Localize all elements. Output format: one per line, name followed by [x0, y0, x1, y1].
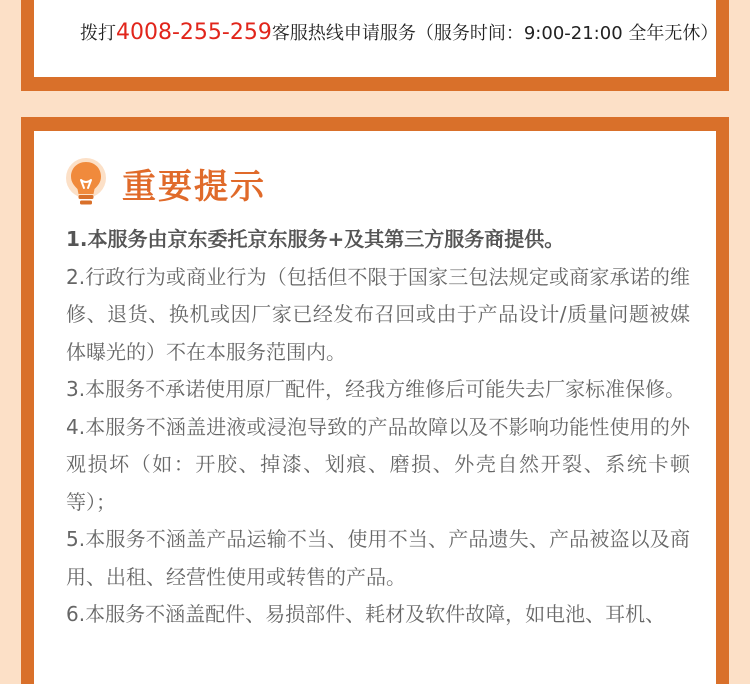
hotline-card: [21, 0, 729, 91]
notice-item-2: 2.行政行为或商业行为（包括但不限于国家三包法规定或商家承诺的维修、退货、换机或因厂家已经发布召回或由于产品设计/质量问题被媒体曝光的）不在本服务范围内。: [66, 264, 690, 364]
notice-item-5: 5.本服务不涵盖产品运输不当、使用不当、产品遗失、产品被盗以及商用、出租、经营性使用或转售的产品。: [66, 527, 690, 589]
notice-card: [21, 117, 729, 684]
hotline-phone-number[interactable]: 4008-255-259: [116, 20, 272, 45]
hotline-prefix: 拨打: [80, 23, 116, 44]
notice-item-3: 3.本服务不承诺使用原厂配件，经我方维修后可能失去厂家标准保修。: [66, 377, 686, 401]
notice-card-inner: [34, 131, 716, 684]
hotline-suffix: 客服热线申请服务（服务时间：9:00-21:00 全年无休）: [271, 23, 719, 44]
notice-list: [66, 221, 690, 634]
hotline-card-inner: [34, 0, 719, 77]
notice-header: [64, 155, 266, 211]
notice-item-1: 1.本服务由京东委托京东服务+及其第三方服务商提供。: [66, 227, 565, 251]
notice-title: 重要提示: [122, 166, 266, 207]
hotline-text: [80, 19, 718, 48]
lightbulb-icon: [64, 158, 108, 208]
notice-item-4: 4.本服务不涵盖进液或浸泡导致的产品故障以及不影响功能性使用的外观损坏（如：开胶、掉漆、划痕、磨损、外壳自然开裂、系统卡顿等）；: [66, 414, 690, 514]
notice-item-6: 6.本服务不涵盖配件、易损部件、耗材及软件故障，如电池、耳机、: [66, 602, 666, 626]
